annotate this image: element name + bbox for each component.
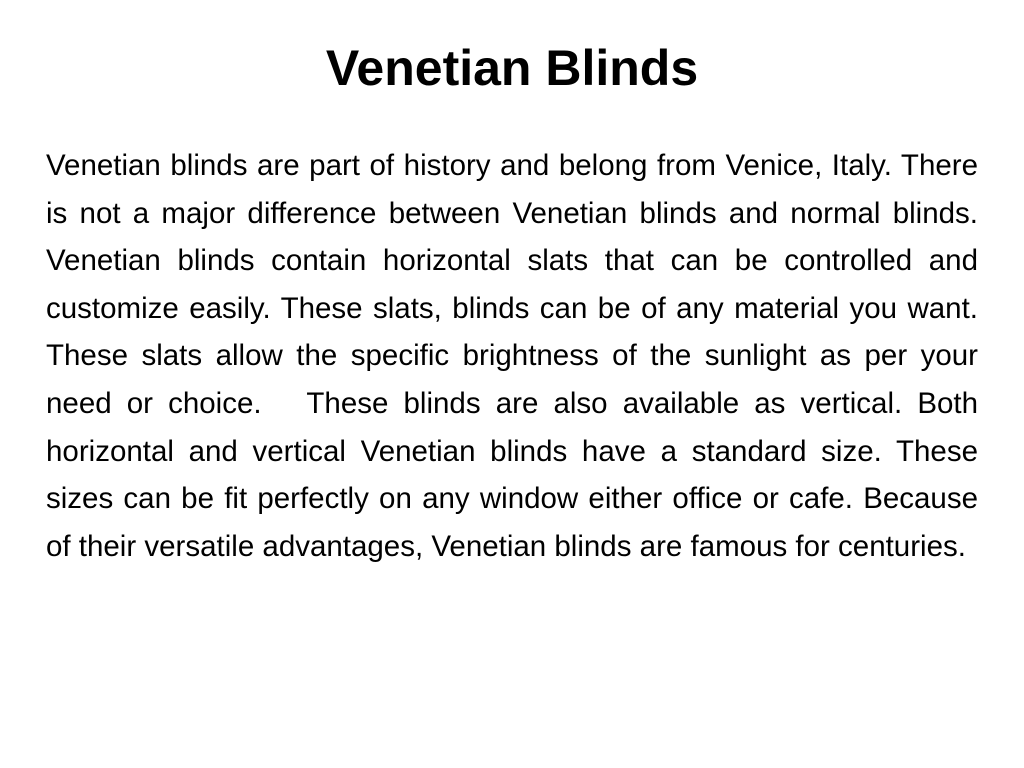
slide-body-text: Venetian blinds are part of history and belong from Venice, Italy. There is not a major difference between Venetian blinds and normal blinds. Venetian blinds contain horizontal slats that can be controlled and customize easily. These slats, blinds can be of any material you want. These slats allow the specific brightness of the sunlight as per your need or choice. These blinds are also available as vertical. Both horizontal and vertical Venetian blinds have a standard size. These sizes can be fit perfectly on any window either office or cafe. Because of their versatile advantages, Venetian blinds are famous for centuries.	[46, 149, 987, 563]
slide-title: Venetian Blinds	[325, 40, 699, 96]
